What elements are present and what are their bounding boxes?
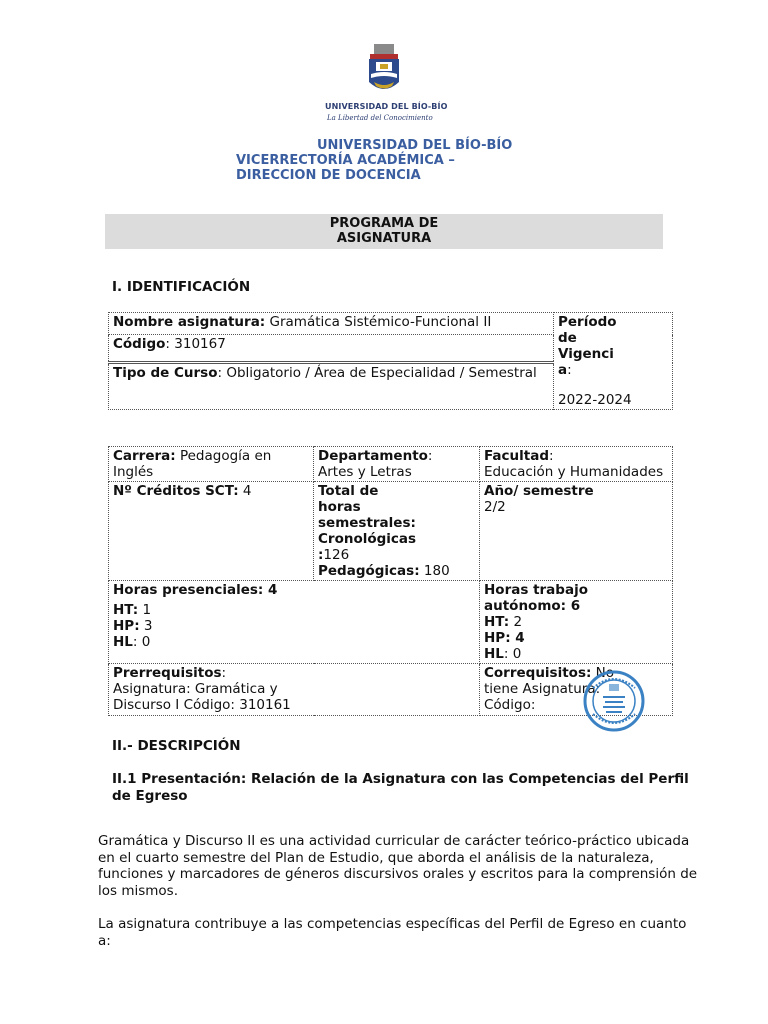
total-line-4: Cronológicas <box>318 531 417 547</box>
anio-value: 2/2 <box>484 499 506 515</box>
facultad-label: Facultad <box>484 448 550 464</box>
hl-value: : 0 <box>132 634 151 650</box>
nombre-cell <box>109 313 554 335</box>
tipo-cell <box>109 363 554 410</box>
curriculum-unit-stamp <box>583 670 645 732</box>
codigo-cell <box>109 335 554 363</box>
vice-line-2: DIRECCION DE DOCENCIA <box>236 168 421 183</box>
paragraph-1-line-1: Gramática y Discurso II es una actividad curricular de carácter teórico-práctico ubicada <box>98 833 690 849</box>
paragraph-1-line-3: funciones y marcadores de géneros discursivos orales y escritos para la comprensión de <box>98 866 698 882</box>
horas-presenciales-cell <box>109 581 480 664</box>
hp-label: HP: <box>113 618 140 634</box>
program-title-line-2: ASIGNATURA <box>336 231 432 246</box>
ahp-value: 4 <box>510 630 525 646</box>
logo-wordmark: UNIVERSIDAD DEL BÍO-BÍO <box>325 102 448 111</box>
paragraph-2-line-2: a: <box>98 932 111 949</box>
prerrequisitos-colon: : <box>221 665 227 681</box>
periodo-value: 2022-2024 <box>558 392 632 408</box>
ht-label: HT: <box>113 602 139 618</box>
presentacion-subtitle <box>112 771 689 805</box>
prerrequisitos-line-2: Discurso I Código: 310161 <box>113 697 291 713</box>
nombre-label: Nombre asignatura: <box>113 314 266 330</box>
total-ped-value: 180 <box>419 563 450 579</box>
logo-motto: La Libertad del Conocimiento <box>327 114 433 122</box>
facultad-colon: : <box>549 448 554 464</box>
correquisitos-line-3: Código: <box>484 697 536 713</box>
carrera-label: Carrera: <box>113 448 176 464</box>
hp-value: 3 <box>139 618 153 634</box>
total-line-5: : <box>318 547 324 563</box>
autonomo-label: Horas trabajo autónomo: 6 <box>484 582 588 614</box>
vice-line-1: VICERRECTORÍA ACADÉMICA – <box>236 153 455 168</box>
facultad-value: Educación y Humanidades <box>484 464 664 480</box>
periodo-colon: : <box>567 362 572 378</box>
tipo-label: Tipo de Curso <box>113 365 218 382</box>
paragraph-1-line-4: los mismos. <box>98 882 179 899</box>
prerrequisitos-line-1: Asignatura: Gramática y <box>113 681 278 697</box>
identification-table <box>108 312 673 410</box>
paragraph-competencias <box>98 916 718 949</box>
periodo-cell <box>554 313 673 410</box>
creditos-cell <box>109 482 314 581</box>
presentacion-subtitle-line-1: II.1 Presentación: Relación de la Asignatura con las Competencias del Perfil <box>112 771 689 787</box>
program-title-line-1: PROGRAMA DE <box>329 216 439 231</box>
ahl-value: : 0 <box>503 646 522 662</box>
aht-value: 2 <box>509 614 523 630</box>
total-horas-cell <box>314 482 480 581</box>
paragraph-presentacion <box>98 833 718 899</box>
section-descripcion-title: II.- DESCRIPCIÓN <box>112 738 241 754</box>
periodo-line-3: Vigenci <box>558 346 614 362</box>
vice-rectorate <box>236 153 455 183</box>
presentacion-subtitle-line-2: de Egreso <box>112 788 188 804</box>
presenciales-label: Horas presenciales: 4 <box>113 582 278 598</box>
ahl-label: HL <box>484 646 504 662</box>
paragraph-2-line-1: La asignatura contribuye a las competencias específicas del Perfil de Egreso en cuanto <box>98 916 687 932</box>
prerrequisitos-cell <box>109 664 480 716</box>
prerrequisitos-label: Prerrequisitos <box>113 665 222 681</box>
correquisitos-line-1: No <box>591 665 615 681</box>
total-line-2: horas <box>318 499 361 515</box>
correquisitos-line-2: tiene Asignatura: <box>484 681 601 697</box>
facultad-cell <box>480 447 673 482</box>
carrera-value: Pedagogía en Inglés <box>113 448 272 480</box>
carrera-cell <box>109 447 314 482</box>
tipo-value: : Obligatorio / Área de Especialidad / Semestral <box>217 365 537 382</box>
university-name: UNIVERSIDAD DEL BÍO-BÍO <box>317 138 513 153</box>
anio-semestre-cell <box>480 482 673 581</box>
periodo-line-1: Período <box>558 314 617 330</box>
program-title-box <box>105 214 663 249</box>
nombre-value: Gramática Sistémico-Funcional II <box>265 314 492 330</box>
anio-label: Año/ semestre <box>484 483 594 499</box>
periodo-line-2: de <box>558 330 577 346</box>
section-identificacion-title: I. IDENTIFICACIÓN <box>112 279 251 295</box>
hl-label: HL <box>113 634 133 650</box>
creditos-label: Nº Créditos SCT: <box>113 483 239 499</box>
paragraph-1-line-2: en el cuarto semestre del Plan de Estudio, que aborda el análisis de la naturaleza, <box>98 849 654 866</box>
total-line-3: semestrales: <box>318 515 416 531</box>
ht-value: 1 <box>138 602 152 618</box>
total-line-1: Total de <box>318 483 379 499</box>
aht-label: HT: <box>484 614 510 630</box>
departamento-value: Artes y Letras <box>318 464 412 480</box>
codigo-label: Código <box>113 336 166 353</box>
departamento-cell <box>314 447 480 482</box>
total-ped-label: Pedagógicas: <box>318 563 420 579</box>
codigo-value: : 310167 <box>165 336 226 353</box>
departamento-label: Departamento <box>318 448 428 464</box>
correquisitos-label: Correquisitos: <box>484 665 592 681</box>
horas-autonomo-cell <box>480 581 673 664</box>
periodo-line-4: a <box>558 362 568 378</box>
departamento-colon: : <box>427 448 433 464</box>
ahp-label: HP: <box>484 630 511 646</box>
creditos-value: 4 <box>238 483 252 499</box>
total-cron-value: 126 <box>323 547 350 563</box>
